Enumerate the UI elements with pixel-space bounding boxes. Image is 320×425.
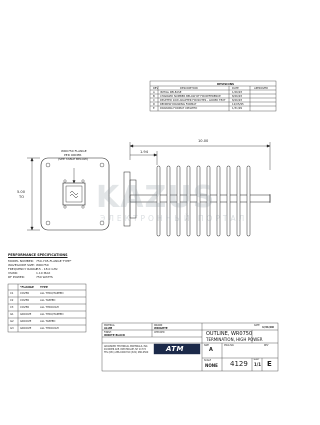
- drawing-title-line1: OUTLINE, WR0750: [206, 331, 253, 337]
- rev-col-rev: REV: [153, 87, 159, 91]
- flange-type: GROOVE: [20, 313, 32, 316]
- flange-note: ALL TAPPED: [40, 320, 56, 323]
- height-dimension-label: 5.00: [17, 190, 26, 194]
- rev-value: E: [267, 360, 272, 368]
- flange-type: GROOVE: [20, 320, 32, 323]
- flange-leader: [73, 168, 75, 183]
- flange-note: ALL THROUGH: [40, 327, 59, 330]
- performance-title: PERFORMANCE SPECIFICATIONS: [8, 253, 68, 257]
- watermark-subtitle: ЭЛЕКТРОННЫЙ ПОРТАЛ: [100, 214, 248, 223]
- company-logo: ATM: [166, 344, 184, 353]
- spec-value: WR0750: [36, 263, 49, 267]
- spec-label: WAVEGUIDE SIZE:: [8, 263, 35, 267]
- date-label: DATE: [254, 323, 260, 327]
- spec-label: FREQUENCY RANGE:: [8, 267, 39, 271]
- spec-value: 1.10 MAX: [36, 271, 51, 275]
- flange-type: GROOVE: [20, 327, 32, 330]
- size-label: SIZE: [204, 344, 209, 347]
- revision-rev: B: [153, 95, 155, 99]
- revision-rev: E: [153, 107, 155, 111]
- rev-label: REV: [264, 344, 269, 347]
- overall-dimension-label: 10.00: [198, 139, 209, 143]
- spec-label: RF POWER:: [8, 275, 25, 279]
- flange-callout-line3: (SEE TABLE BELOW): [58, 157, 89, 161]
- flange-col-type: TYPE: [40, 284, 48, 289]
- rev-col-approved: APPROVED: [254, 87, 269, 91]
- spec-value: 750-745-FLANGE TYPE*: [36, 259, 72, 263]
- revision-date: 8/26/93: [232, 95, 242, 99]
- revision-date: 1/31/99: [232, 107, 242, 111]
- flange-code: C2: [10, 299, 14, 302]
- spec-label: MODEL NUMBER:: [8, 259, 34, 263]
- finish-label: FINISH: [104, 330, 112, 334]
- spec-label: VSWR:: [8, 271, 18, 275]
- drawing-title-line2: TERMINATION, HIGH POWER: [206, 336, 263, 342]
- flange-code: G3: [10, 327, 14, 330]
- company-line2: 49 RIDER AVE. PATCHOGUE, NY 11772: [104, 348, 146, 351]
- flange-col-flange: *FLANGE: [20, 284, 34, 289]
- material-label: MATERIAL: [104, 323, 115, 327]
- scale-label: SCALE: [204, 359, 212, 362]
- revisions-header: REVISIONS: [217, 82, 235, 86]
- spec-value: 750 WATTS: [36, 275, 53, 279]
- flange-callout-line1: WR0750 FLANGE: [61, 149, 87, 153]
- dwg-number: 4129: [230, 360, 248, 368]
- revision-date: 8/26/93: [232, 99, 242, 103]
- flange-note: ALL THRU/TAPPED: [40, 313, 64, 316]
- flange-type: COVER: [20, 299, 30, 302]
- revision-desc: REDREW DRAWING FORMAT: [160, 103, 197, 107]
- height-dimension-label2: TO: [19, 195, 25, 199]
- flange-callout-line2: PER ORDER: [64, 153, 82, 157]
- dwg-label: DWG NO.: [224, 344, 235, 347]
- revision-desc: DELETED 10W ADAPTER FIN NOTES - ADDED TEXT: [160, 99, 226, 103]
- revisions-table-grid: [150, 81, 276, 111]
- rev-col-desc: DESCRIPTION: [180, 87, 198, 91]
- revision-rev: D: [153, 103, 155, 107]
- flange-note: ALL THRU/TAPPED: [40, 292, 64, 295]
- revision-desc: CHANGED NUMBER BELOW RF FIN REFERENCE: [160, 95, 221, 99]
- drawn-value: WRIGHTE: [154, 326, 168, 330]
- sheet-value: 1/1: [254, 361, 262, 367]
- height-dimension: [27, 158, 40, 230]
- offset-dimension-label: 1.94: [140, 149, 149, 154]
- flange-type: COVER: [20, 306, 30, 309]
- revision-rev: C: [153, 99, 155, 103]
- company-line3: TEL (631) 286-0200 FAX (631) 286-0500: [104, 351, 149, 354]
- size-value: A: [209, 347, 213, 353]
- company-line1: ADVANCED TECHNICAL MATERIALS, INC.: [104, 345, 149, 348]
- revision-desc: DRAWING FORMAT UPDATED: [160, 107, 198, 111]
- revision-rev: A: [153, 91, 155, 95]
- flange-code: G1: [10, 313, 14, 316]
- flange-note: ALL THROUGH: [40, 306, 59, 309]
- revision-desc: INITIAL RELEASE: [160, 91, 182, 95]
- watermark-logo: KAZUS: [96, 180, 216, 215]
- flange-type: COVER: [20, 292, 30, 295]
- material-value: ALUM: [104, 326, 113, 330]
- spec-value: 7.5 - 18.0 GHz: [36, 267, 58, 271]
- flange-code: G2: [10, 320, 14, 323]
- checked-label: CHECKED: [154, 330, 165, 334]
- rev-col-date: DATE: [232, 87, 239, 91]
- finish-value: IRIDITE BLACK: [104, 333, 126, 337]
- scale-value: NONE: [205, 362, 218, 368]
- revision-date: 12/05/95: [232, 103, 244, 107]
- flange-note: ALL TAPPED: [40, 299, 56, 302]
- flange-code: C1: [10, 292, 14, 295]
- flange-code: C3: [10, 306, 14, 309]
- sheet-label: SHEET: [253, 359, 260, 361]
- date-value: 1/31/99: [262, 325, 274, 330]
- revision-date: 1/26/93: [232, 91, 242, 95]
- drawn-label: DRAWN: [154, 323, 163, 327]
